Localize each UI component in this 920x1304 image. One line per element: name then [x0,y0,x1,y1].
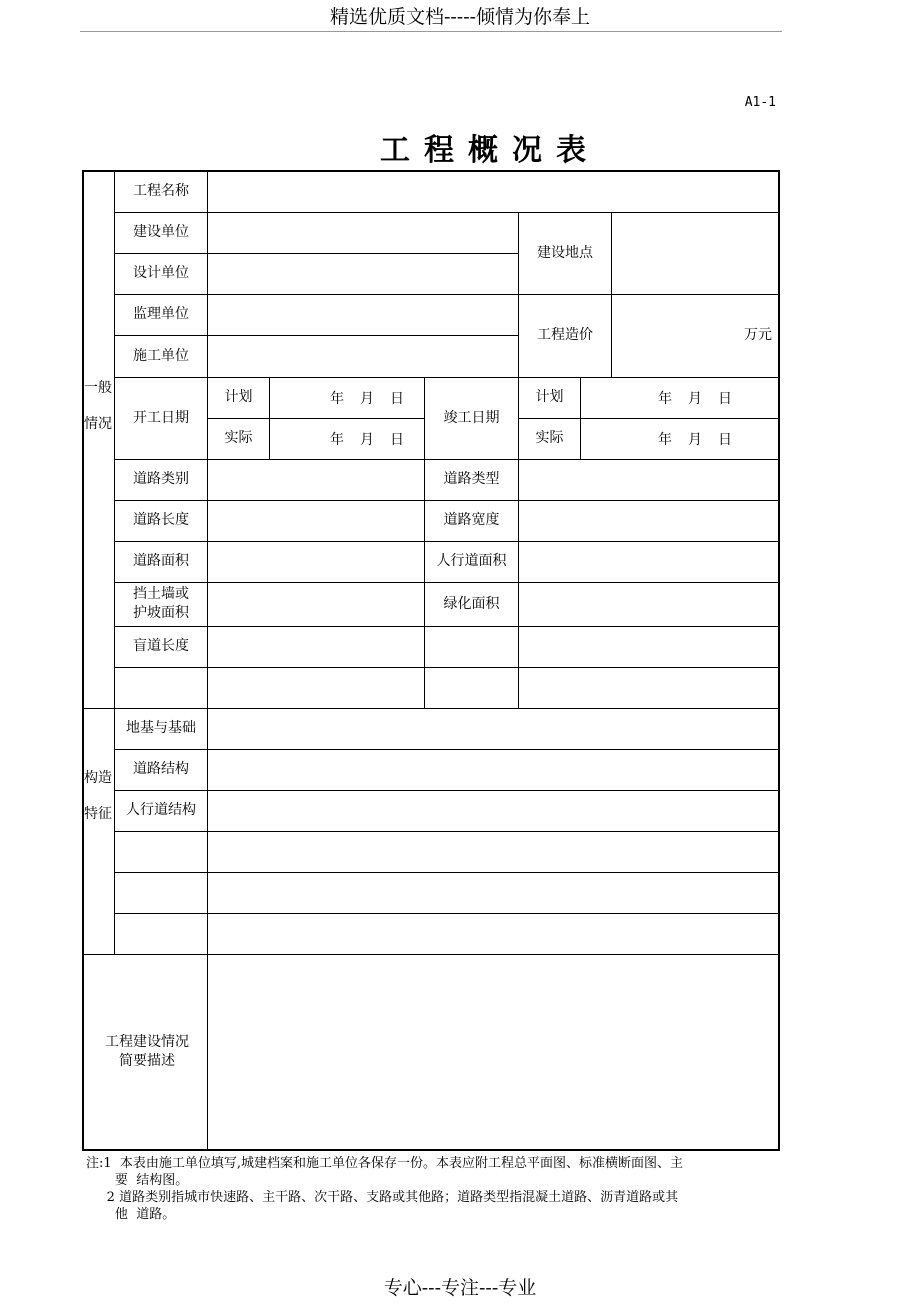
month-label: 月 [360,432,374,448]
project-overview-table [82,170,780,1151]
cost-unit: 万元 [744,327,772,343]
section-structure-label: 构造特征 [84,770,112,822]
row-line [114,626,780,627]
year-label: 年 [330,391,344,407]
col-line [269,377,270,459]
label-road-area: 道路面积 [133,553,189,569]
label-greening-area: 绿化面积 [443,595,500,612]
page-footer: 专心---专注---专业 [383,1277,537,1299]
row-line [114,913,780,914]
label-construction-unit: 建设单位 [133,224,189,240]
note-line: 注:1 本表由施工单位填写,城建档案和施工单位各保存一份。本表应附工程总平面图、标准横断面图、主 [86,1156,684,1171]
label-project-name: 工程名称 [133,182,189,199]
label-road-type: 道路类型 [443,471,500,487]
label-road-class: 道路类别 [133,471,189,487]
label-design-unit: 设计单位 [133,265,189,281]
note-line: 2 道路类别指城市快速路、主干路、次干路、支路或其他路；道路类型指混凝土道路、沥青道路或其 [86,1190,679,1205]
label-description: 工程建设情况简要描述 [105,1034,189,1069]
end-actual-date [650,429,740,449]
row-line [114,790,780,791]
form-code: A1-1 [744,95,776,110]
row-line [114,872,780,873]
label-foundation: 地基与基础 [126,720,196,736]
section-general-label: 一般情况 [84,380,112,432]
page-header: 精选优质文档-----倾情为你奉上 [329,6,591,28]
label-road-length: 道路长度 [133,512,189,528]
border-left [82,170,84,1151]
day-label: 日 [718,432,732,448]
label-road-structure: 道路结构 [133,761,189,777]
row-line [114,831,780,832]
label-road-width: 道路宽度 [443,512,500,528]
day-label: 日 [390,391,404,407]
label-cost: 工程造价 [537,327,593,343]
row-line [114,212,780,213]
col-line [580,377,581,459]
month-label: 月 [688,391,702,407]
label-site: 建设地点 [537,244,593,261]
label-builder-unit: 施工单位 [133,347,189,364]
year-label: 年 [658,432,672,448]
end-actual-label: 实际 [535,430,564,446]
day-label: 日 [390,432,404,448]
note-line: 他 道路。 [86,1207,176,1222]
form-title: 工程概况表 [380,133,600,168]
label-sidewalk-area: 人行道面积 [436,553,507,569]
end-plan-date [650,388,740,408]
label-sidewalk-structure: 人行道结构 [126,802,196,818]
start-actual-label: 实际 [224,430,253,446]
label-start-date: 开工日期 [133,409,189,426]
label-blind-path: 盲道长度 [133,638,189,654]
start-plan-label: 计划 [224,389,253,405]
row-line [269,418,424,419]
note-line: 要 结构图。 [86,1173,189,1188]
day-label: 日 [718,391,732,407]
label-supervision-unit: 监理单位 [133,306,189,322]
label-completion-date: 竣工日期 [443,409,500,426]
end-plan-label: 计划 [535,389,564,405]
row-line [114,667,780,668]
label-retaining-wall: 挡土墙或护坡面积 [133,586,189,621]
month-label: 月 [688,432,702,448]
row-line [114,749,780,750]
year-label: 年 [658,391,672,407]
start-plan-date [322,388,412,408]
notes [86,1155,776,1223]
start-actual-date [322,429,412,449]
month-label: 月 [360,391,374,407]
row-line [580,418,780,419]
year-label: 年 [330,432,344,448]
label-column-line [207,170,208,1151]
border-bottom [82,1149,780,1151]
header-divider [80,31,782,32]
border-right [778,170,780,1151]
